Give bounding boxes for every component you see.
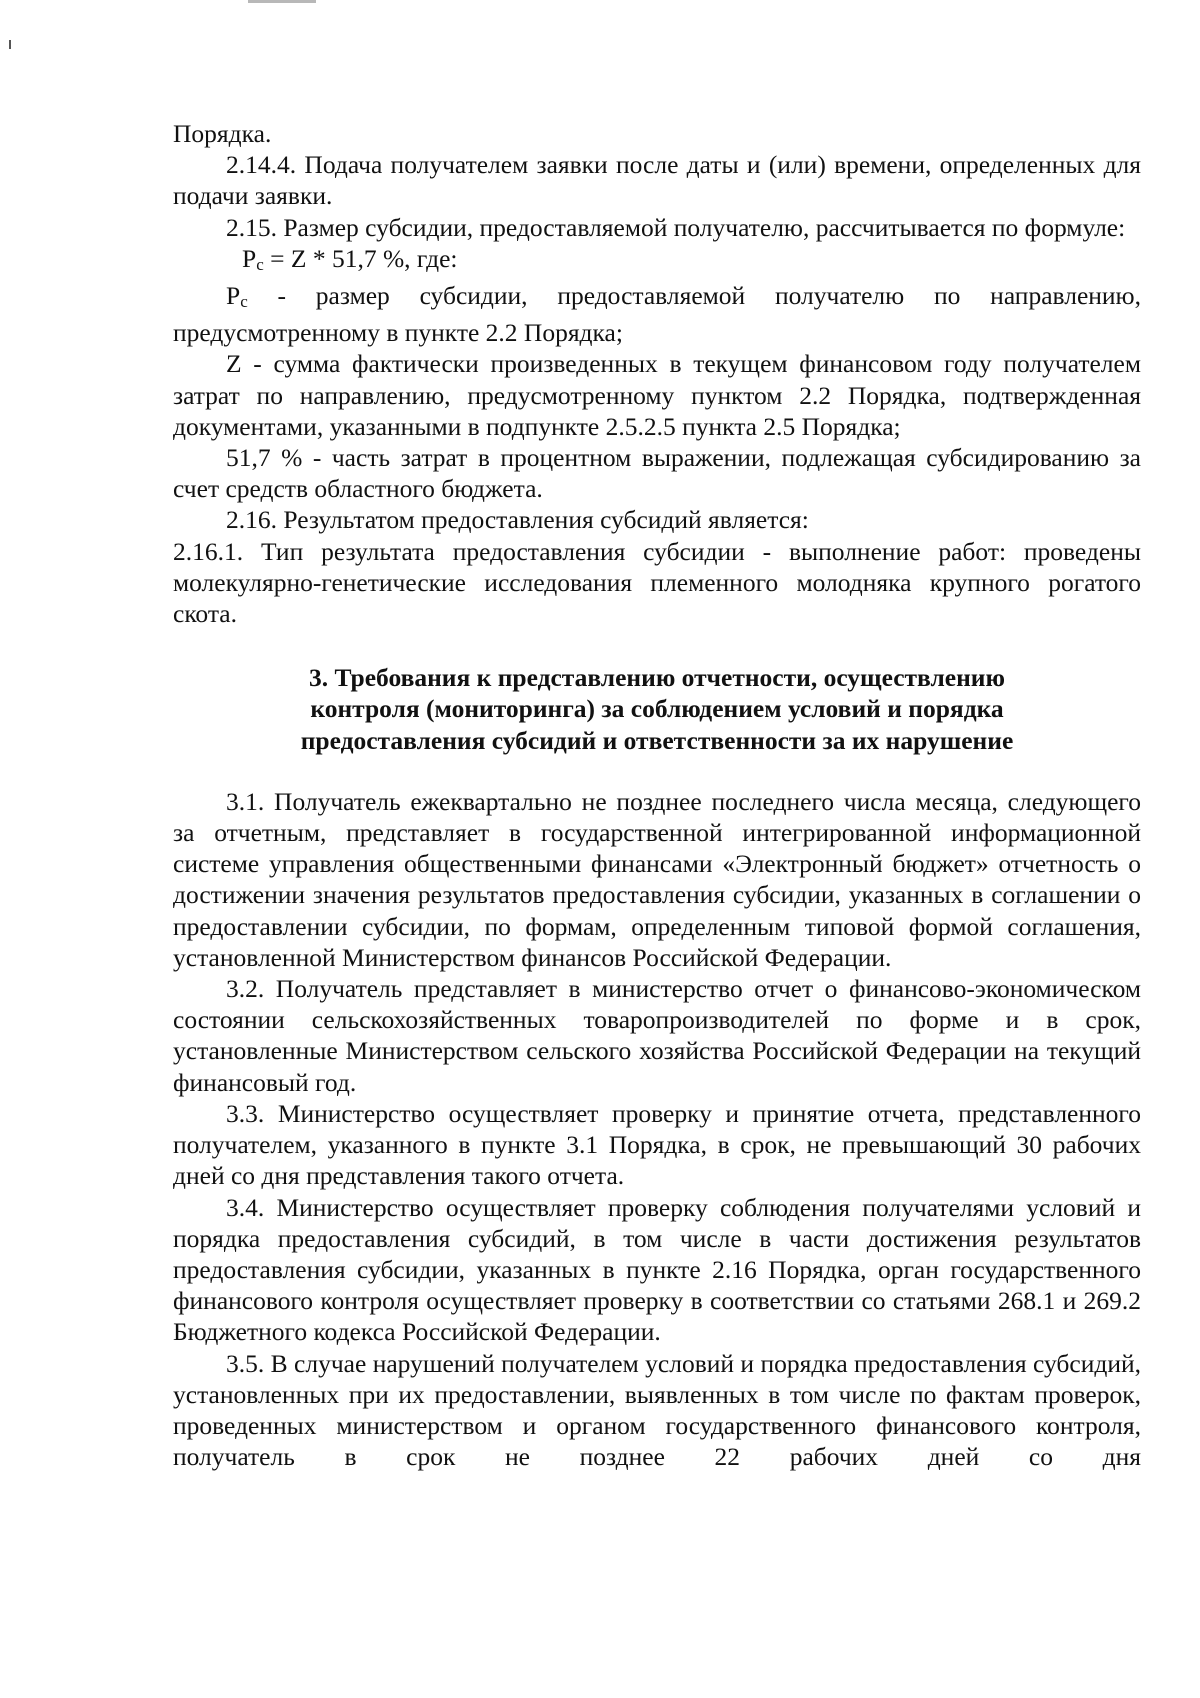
section-3-heading-line-1: 3. Требования к представлению отчетности, осуществлению <box>309 663 1005 693</box>
section-3-heading-line-2: контроля (мониторинга) за соблюдением условий и порядка <box>310 694 1004 724</box>
formula-lhs: P <box>242 243 257 273</box>
paragraph-2-14-4: 2.14.4. Подача получателем заявки после даты и (или) времени, определенных для подачи заявки. <box>173 150 1141 211</box>
definition-pc-subscript: с <box>240 292 248 312</box>
paragraph-3-2: 3.2. Получатель представляет в министерство отчет о финансово-экономическом состоянии сельскохозяйственных товаропроизводителей по форме и в срок, установленные Министерством сельского хозяйства Российской Федерации на текущий финансовый год. <box>173 974 1141 1097</box>
paragraph-porjadka: Порядка. <box>173 119 272 148</box>
section-3-heading-line-3: предоставления субсидий и ответственности за их нарушение <box>300 725 1014 755</box>
section-3-heading <box>173 662 1141 756</box>
scan-artifact-left <box>9 40 11 49</box>
definition-pc-symbol: P <box>226 281 241 311</box>
definition-pc <box>173 280 1141 348</box>
definition-pc-text: - размер субсидии, предоставляемой получателю по направлению, предусмотренному в пункте 2.2 Порядка; <box>173 281 1141 348</box>
formula-rhs: = Z * 51,7 %, где: <box>263 243 458 273</box>
paragraph-3-5: 3.5. В случае нарушений получателем условий и порядка предоставления субсидий, установленных при их предоставлении, выявленных в том числе по фактам проверок, проведенных министерством и органом государственного финансового контроля, получатель в срок не позднее 22 рабочих дней со дня <box>173 1348 1141 1472</box>
paragraph-3-4: 3.4. Министерство осуществляет проверку соблюдения получателями условий и порядка предоставления субсидий, в том числе в части достижения результатов предоставления субсидии, указанных в пункте 2.16 Порядка, орган государственного финансового контроля осуществляет проверку в соответствии со статьями 268.1 и 269.2 Бюджетного кодекса Российской Федерации. <box>173 1192 1141 1347</box>
paragraph-2-16-1: 2.16.1. Тип результата предоставления субсидии - выполнение работ: проведены молекулярно-генетические исследования племенного молодняка крупного рогатого скота. <box>173 536 1141 629</box>
paragraph-2-16: 2.16. Результатом предоставления субсидий является: <box>226 505 809 535</box>
paragraph-3-1: 3.1. Получатель ежеквартально не позднее последнего числа месяца, следующего за отчетным, представляет в государственной интегрированной информационной системе управления общественными финансами «Электронный бюджет» отчетность о достижении значения результатов предоставления субсидии, указанных в соглашении о предоставлении субсидии, по формам, определенным типовой формой соглашения, установленной Министерством финансов Российской Федерации. <box>173 786 1141 972</box>
scan-artifact-top <box>248 0 316 3</box>
definition-z: Z - сумма фактически произведенных в текущем финансовом году получателем затрат по направлению, предусмотренному пунктом 2.2 Порядка, подтвержденная документами, указанными в подпункте 2.5.2.5 пункта 2.5 Порядка; <box>173 349 1141 441</box>
definition-percent: 51,7 % - часть затрат в процентном выражении, подлежащая субсидированию за счет средств областного бюджета. <box>173 443 1141 504</box>
formula-subscript: с <box>256 254 264 274</box>
subsidy-formula <box>173 243 1141 280</box>
paragraph-3-3: 3.3. Министерство осуществляет проверку и принятие отчета, представленного получателем, указанного в пункте 3.1 Порядка, в срок, не превышающий 30 рабочих дней со дня представления такого отчета. <box>173 1098 1141 1191</box>
paragraph-2-15: 2.15. Размер субсидии, предоставляемой получателю, рассчитывается по формуле: <box>226 212 1126 242</box>
document-page <box>173 118 1141 1472</box>
